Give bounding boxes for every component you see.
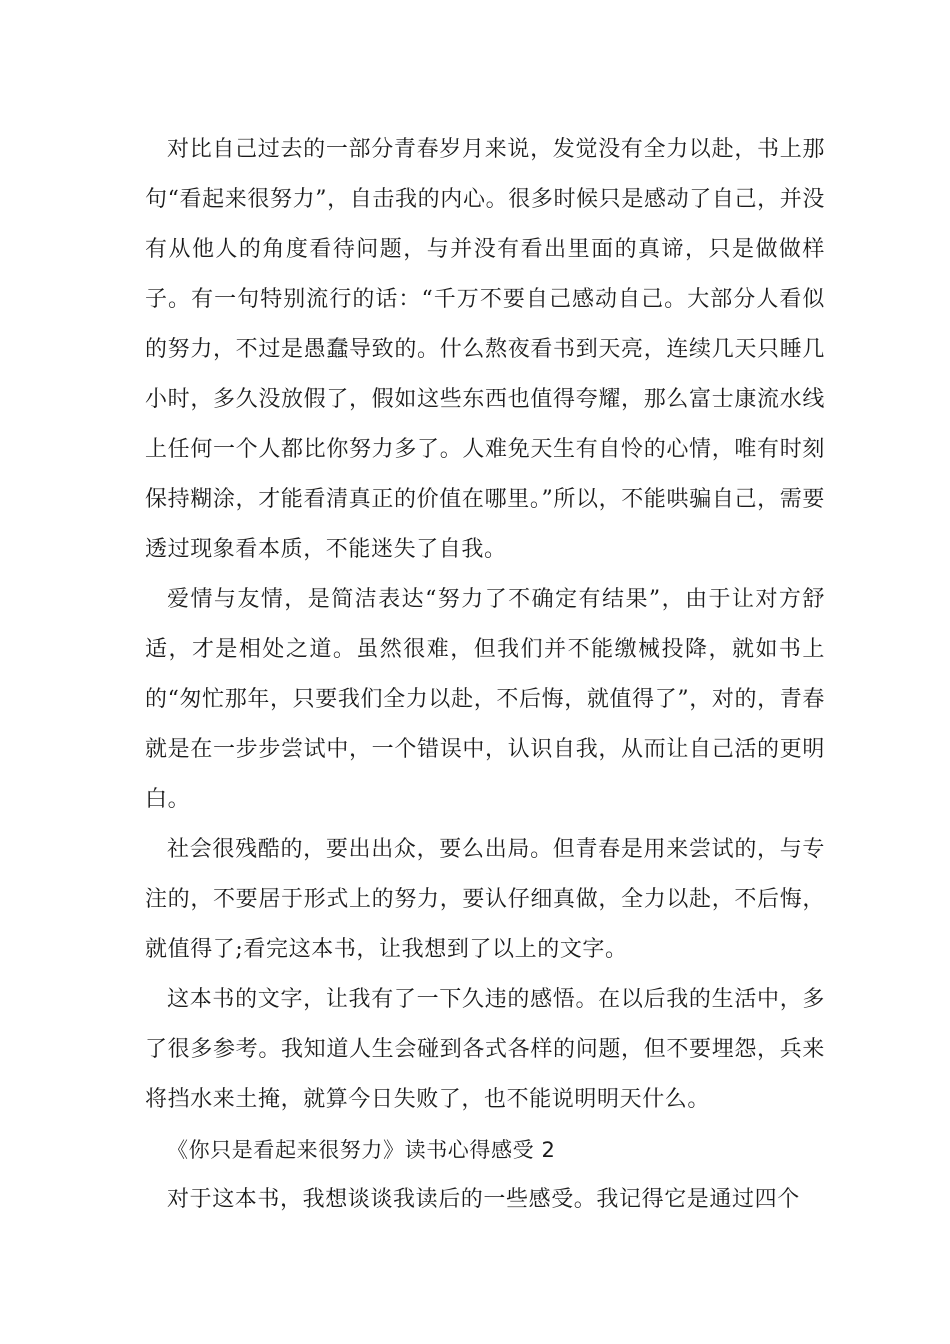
paragraph-1: 对比自己过去的一部分青春岁月来说，发觉没有全力以赴，书上那句“看起来很努力”，自击我的内心。很多时候只是感动了自己，并没有从他人的角度看待问题，与并没有看出里面的真谛，只是做做样子。有一句特别流行的话：“千万不要自己感动自己。大部分人看似的努力，不过是愚蠢导致的。什么熬夜看书到天亮，连续几天只睡几小时，多久没放假了，假如这些东西也值得夸耀，那么富士康流水线上任何一个人都比你努力多了。人难免天生有自怜的心情，唯有时刻保持糊涂，才能看清真正的价值在哪里。”所以，不能哄骗自己，需要透过现象看本质，不能迷失了自我。	[145, 137, 825, 562]
paragraph-3: 社会很残酷的，要出出众，要么出局。但青春是用来尝试的，与专注的，不要居于形式上的努力，要认仔细真做，全力以赴，不后悔，就值得了;看完这本书，让我想到了以上的文字。	[145, 837, 825, 962]
paragraph-4: 这本书的文字，让我有了一下久违的感悟。在以后我的生活中，多了很多参考。我知道人生会碰到各式各样的问题，但不要埋怨，兵来将挡水来土掩，就算今日失败了，也不能说明明天什么。	[145, 987, 825, 1112]
paragraph-5: 对于这本书，我想谈谈我读后的一些感受。我记得它是通过四个	[167, 1187, 800, 1212]
document-body	[145, 125, 825, 1225]
section-heading: 《你只是看起来很努力》读书心得感受 2	[167, 1138, 556, 1162]
paragraph-2: 爱情与友情，是简洁表达“努力了不确定有结果”，由于让对方舒适，才是相处之道。虽然很难，但我们并不能缴械投降，就如书上的“匆忙那年，只要我们全力以赴，不后悔，就值得了”，对的，青春就是在一步步尝试中，一个错误中，认识自我，从而让自己活的更明白。	[145, 587, 825, 812]
